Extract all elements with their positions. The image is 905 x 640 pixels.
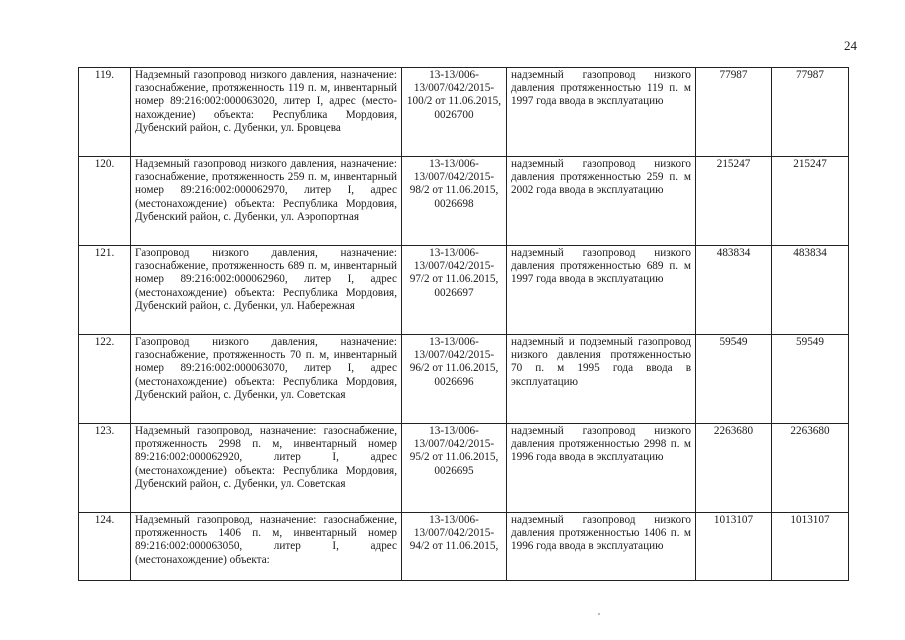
object-description: Надземный газопровод низкого давления, назначение: газоснабжение, протяженность 119 п. м, инвентарный номер 89:216:002:000063020, литер I, адрес (место-нахождение) объекта: Республика Мордовия, Дубенский район, с. Дубенки, ул. Бровцева: [131, 68, 402, 157]
table-row: [79, 68, 849, 157]
object-description: Надземный газопровод низкого давления, назначение: газоснабжение, протяженность 259 п. м, инвентарный номер 89:216:002:000062970, литер I, адрес (местонахождение) объекта: Республика Мордовия, Дубенский район, с. Дубенки, ул. Аэропортная: [131, 157, 402, 246]
page-number: 24: [844, 38, 857, 53]
value-cell-1: 1013107: [696, 513, 772, 581]
value-cell-2: 483834: [772, 246, 849, 335]
row-number: 121.: [79, 246, 131, 335]
row-number: 123.: [79, 424, 131, 513]
registration-record: 13-13/006-13/007/042/2015-98/2 от 11.06.2015, 0026698: [402, 157, 507, 246]
object-characteristics: надземный газопровод низкого давления протяженностью 259 п. м 2002 года ввода в эксплуатацию: [507, 157, 696, 246]
row-number: 122.: [79, 335, 131, 424]
value-cell-2: 77987: [772, 68, 849, 157]
row-number: 124.: [79, 513, 131, 581]
registration-record: 13-13/006-13/007/042/2015-96/2 от 11.06.2015, 0026696: [402, 335, 507, 424]
value-cell-1: 483834: [696, 246, 772, 335]
table-row: [79, 246, 849, 335]
registration-record: 13-13/006-13/007/042/2015-100/2 от 11.06.2015, 0026700: [402, 68, 507, 157]
table-row: [79, 513, 849, 581]
value-cell-1: 59549: [696, 335, 772, 424]
row-number: 120.: [79, 157, 131, 246]
row-number: 119.: [79, 68, 131, 157]
object-description: Газопровод низкого давления, назначение: газоснабжение, протяженность 689 п. м, инвентарный номер 89:216:002:000062960, литер I, адрес (местонахождение) объекта: Республика Мордовия, Дубенский район, с. Дубенки, ул. Набережная: [131, 246, 402, 335]
value-cell-2: 215247: [772, 157, 849, 246]
value-cell-2: 2263680: [772, 424, 849, 513]
object-characteristics: надземный газопровод низкого давления протяженностью 119 п. м 1997 года ввода в эксплуатацию: [507, 68, 696, 157]
scan-speck: [598, 613, 600, 615]
object-characteristics: надземный газопровод низкого давления протяженностью 689 п. м 1997 года ввода в эксплуатацию: [507, 246, 696, 335]
value-cell-1: 215247: [696, 157, 772, 246]
registration-record: 13-13/006-13/007/042/2015-95/2 от 11.06.2015, 0026695: [402, 424, 507, 513]
value-cell-1: 77987: [696, 68, 772, 157]
registry-table: [78, 67, 849, 581]
object-description: Надземный газопровод, назначение: газоснабжение, протяженность 1406 п. м, инвентарный номер 89:216:002:000063050, литер I, адрес (местонахождение) объекта:: [131, 513, 402, 581]
object-characteristics: надземный газопровод низкого давления протяженностью 2998 п. м 1996 года ввода в эксплуатацию: [507, 424, 696, 513]
object-characteristics: надземный газопровод низкого давления протяженностью 1406 п. м 1996 года ввода в эксплуатацию: [507, 513, 696, 581]
table-row: [79, 424, 849, 513]
object-characteristics: надземный и подземный газопровод низкого давления протяженностью 70 п. м 1995 года ввода в эксплуатацию: [507, 335, 696, 424]
object-description: Надземный газопровод, назначение: газоснабжение, протяженность 2998 п. м, инвентарный номер 89:216:002:000062920, литер I, адрес (местонахождение) объекта: Республика Мордовия, Дубенский район, с. Дубенки, ул. Советская: [131, 424, 402, 513]
table-row: [79, 335, 849, 424]
object-description: Газопровод низкого давления, назначение: газоснабжение, протяженность 70 п. м, инвентарный номер 89:216:002:000063070, литер I, адрес (местонахождение) объекта: Республика Мордовия, Дубенский район, с. Дубенки, ул. Советская: [131, 335, 402, 424]
value-cell-1: 2263680: [696, 424, 772, 513]
value-cell-2: 59549: [772, 335, 849, 424]
registration-record: 13-13/006-13/007/042/2015-94/2 от 11.06.2015,: [402, 513, 507, 581]
registration-record: 13-13/006-13/007/042/2015-97/2 от 11.06.2015, 0026697: [402, 246, 507, 335]
table-row: [79, 157, 849, 246]
value-cell-2: 1013107: [772, 513, 849, 581]
